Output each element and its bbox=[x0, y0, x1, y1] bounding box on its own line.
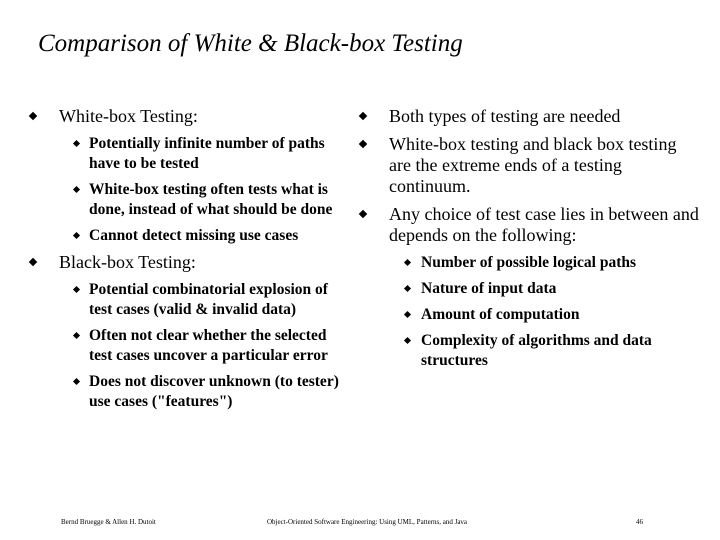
diamond-bullet-icon bbox=[29, 258, 37, 266]
sub-bullet bbox=[360, 305, 700, 325]
bullet-text: Both types of testing are needed bbox=[389, 106, 621, 126]
sub-bullet bbox=[30, 326, 350, 366]
bullet-both-types bbox=[360, 106, 700, 127]
bullet-white-box bbox=[30, 106, 350, 127]
sub-bullet bbox=[360, 253, 700, 273]
small-diamond-bullet-icon bbox=[73, 378, 80, 385]
sub-bullet bbox=[30, 180, 350, 220]
small-diamond-bullet-icon bbox=[73, 332, 80, 339]
sub-bullet-text: Amount of computation bbox=[421, 306, 580, 323]
footer-book-title: Object-Oriented Software Engineering: Using UML, Patterns, and Java bbox=[267, 518, 468, 526]
diamond-bullet-icon bbox=[359, 210, 367, 218]
sub-bullet bbox=[30, 372, 350, 412]
sub-bullet bbox=[360, 279, 700, 299]
small-diamond-bullet-icon bbox=[73, 286, 80, 293]
diamond-bullet-icon bbox=[359, 140, 367, 148]
sub-bullet-text: White-box testing often tests what is done, instead of what should be done bbox=[89, 181, 333, 218]
sub-bullet bbox=[360, 331, 700, 371]
slide-title: Comparison of White & Black-box Testing bbox=[38, 30, 463, 57]
footer-author: Bernd Bruegge & Allen H. Dutoit bbox=[61, 518, 156, 526]
small-diamond-bullet-icon bbox=[404, 311, 411, 318]
small-diamond-bullet-icon bbox=[73, 186, 80, 193]
diamond-bullet-icon bbox=[359, 112, 367, 120]
small-diamond-bullet-icon bbox=[404, 337, 411, 344]
sub-bullet-text: Nature of input data bbox=[421, 280, 557, 297]
small-diamond-bullet-icon bbox=[404, 285, 411, 292]
bullet-test-case-choice bbox=[360, 204, 700, 246]
left-column bbox=[30, 106, 350, 418]
diamond-bullet-icon bbox=[29, 112, 37, 120]
sub-bullet-text: Cannot detect missing use cases bbox=[89, 227, 299, 244]
sub-bullet-text: Potentially infinite number of paths have to be tested bbox=[89, 135, 325, 172]
page-number: 46 bbox=[636, 518, 643, 526]
bullet-text: Black-box Testing: bbox=[59, 252, 196, 272]
sub-bullet-text: Often not clear whether the selected test cases uncover a particular error bbox=[89, 327, 328, 364]
small-diamond-bullet-icon bbox=[73, 232, 80, 239]
sub-bullet-text: Complexity of algorithms and data structures bbox=[421, 332, 652, 369]
bullet-text: White-box testing and black box testing are the extreme ends of a testing continuum. bbox=[389, 134, 677, 196]
right-column bbox=[360, 106, 700, 377]
small-diamond-bullet-icon bbox=[404, 259, 411, 266]
sub-bullet-text: Potential combinatorial explosion of test cases (valid & invalid data) bbox=[89, 281, 328, 318]
sub-bullet bbox=[30, 280, 350, 320]
sub-bullet bbox=[30, 226, 350, 246]
bullet-continuum bbox=[360, 134, 700, 197]
sub-bullet bbox=[30, 134, 350, 174]
small-diamond-bullet-icon bbox=[73, 140, 80, 147]
bullet-text: Any choice of test case lies in between and depends on the following: bbox=[389, 204, 699, 245]
bullet-text: White-box Testing: bbox=[59, 106, 198, 126]
bullet-black-box bbox=[30, 252, 350, 273]
sub-bullet-text: Number of possible logical paths bbox=[421, 254, 637, 271]
sub-bullet-text: Does not discover unknown (to tester) use cases ("features") bbox=[89, 373, 339, 410]
